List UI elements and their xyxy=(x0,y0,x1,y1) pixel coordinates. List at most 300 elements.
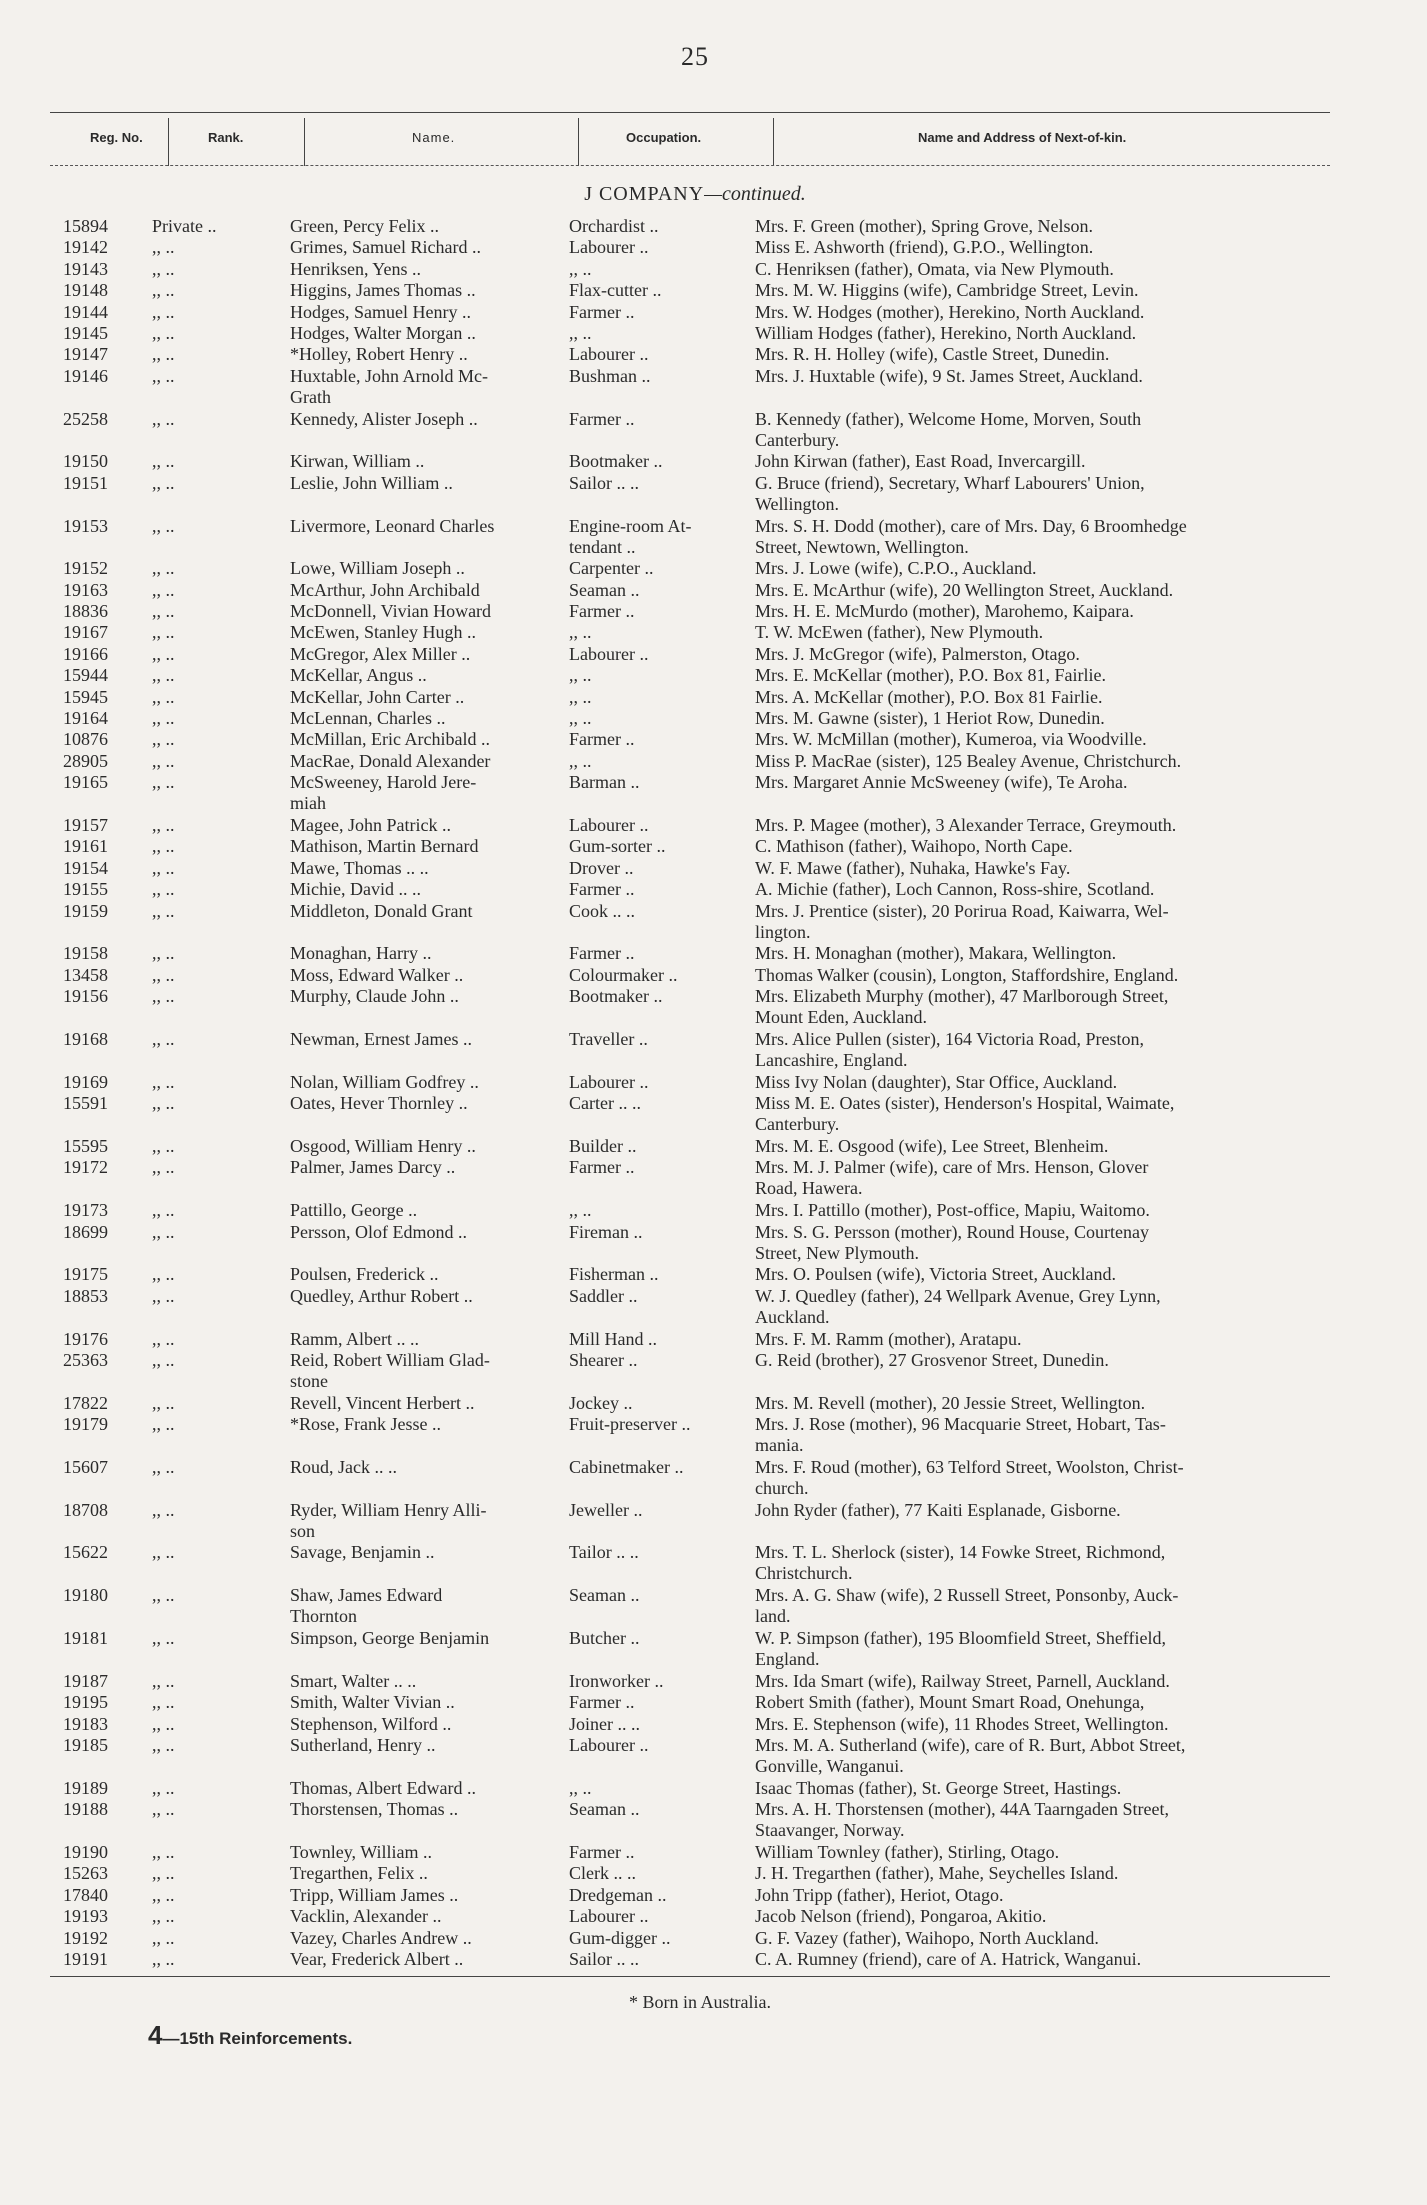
column-separator xyxy=(168,118,169,166)
rank-cell: ,, .. xyxy=(152,472,175,493)
reg-no-cell: 15622 xyxy=(63,1542,108,1563)
reg-no-cell: 19188 xyxy=(63,1799,108,1820)
name-cell: Kennedy, Alister Joseph .. xyxy=(290,408,478,429)
next-of-kin-cell: Mrs. M. Gawne (sister), 1 Heriot Row, Dunedin. xyxy=(755,708,1105,729)
reg-no-cell: 19144 xyxy=(63,301,108,322)
next-of-kin-cell: Mrs. M. A. Sutherland (wife), care of R. Burt, Abbot Street, Gonville, Wanganui. xyxy=(755,1735,1186,1777)
name-cell: Hodges, Samuel Henry .. xyxy=(290,301,471,322)
column-header-rank: Rank. xyxy=(208,130,244,145)
next-of-kin-cell: Mrs. F. Roud (mother), 63 Telford Street, Woolston, Christ- church. xyxy=(755,1456,1184,1498)
rank-cell: ,, .. xyxy=(152,1392,175,1413)
occupation-cell: Fisherman .. xyxy=(569,1264,659,1285)
rank-cell: ,, .. xyxy=(152,708,175,729)
name-cell: Tripp, William James .. xyxy=(290,1884,459,1905)
occupation-cell: ,, .. xyxy=(569,1777,592,1798)
next-of-kin-cell: Mrs. Margaret Annie McSweeney (wife), Te Aroha. xyxy=(755,772,1128,793)
table-row xyxy=(50,1906,1340,1927)
table-row xyxy=(50,323,1340,344)
rank-cell: ,, .. xyxy=(152,1221,175,1242)
table-row xyxy=(50,1863,1340,1884)
next-of-kin-cell: Miss P. MacRae (sister), 125 Bealey Avenue, Christchurch. xyxy=(755,750,1182,771)
rank-cell: ,, .. xyxy=(152,579,175,600)
name-cell: Lowe, William Joseph .. xyxy=(290,558,465,579)
occupation-cell: Farmer .. xyxy=(569,943,635,964)
table-row xyxy=(50,622,1340,643)
name-cell: *Holley, Robert Henry .. xyxy=(290,344,468,365)
occupation-cell: Farmer .. xyxy=(569,1157,635,1178)
reg-no-cell: 15595 xyxy=(63,1135,108,1156)
table-row xyxy=(50,729,1340,750)
rank-cell: ,, .. xyxy=(152,622,175,643)
reg-no-cell: 19153 xyxy=(63,515,108,536)
name-cell: Oates, Hever Thornley .. xyxy=(290,1093,468,1114)
name-cell: *Rose, Frank Jesse .. xyxy=(290,1414,441,1435)
occupation-cell: Butcher .. xyxy=(569,1628,640,1649)
occupation-cell: Mill Hand .. xyxy=(569,1328,657,1349)
rank-cell: ,, .. xyxy=(152,280,175,301)
rank-cell: ,, .. xyxy=(152,1349,175,1370)
table-row xyxy=(50,644,1340,665)
next-of-kin-cell: Miss Ivy Nolan (daughter), Star Office, Auckland. xyxy=(755,1071,1118,1092)
next-of-kin-cell: Mrs. I. Pattillo (mother), Post-office, Mapiu, Waitomo. xyxy=(755,1200,1150,1221)
name-cell: Livermore, Leonard Charles xyxy=(290,515,495,536)
reg-no-cell: 18708 xyxy=(63,1499,108,1520)
name-cell: Persson, Olof Edmond .. xyxy=(290,1221,467,1242)
next-of-kin-cell: Mrs. S. H. Dodd (mother), care of Mrs. Day, 6 Broomhedge Street, Newtown, Wellington. xyxy=(755,515,1187,557)
table-row xyxy=(50,1735,1340,1778)
name-cell: Reid, Robert William Glad- stone xyxy=(290,1349,490,1391)
table-row xyxy=(50,1029,1340,1072)
reg-no-cell: 15263 xyxy=(63,1863,108,1884)
table-row xyxy=(50,943,1340,964)
name-cell: Vear, Frederick Albert .. xyxy=(290,1948,464,1969)
next-of-kin-cell: B. Kennedy (father), Welcome Home, Morven, South Canterbury. xyxy=(755,408,1142,450)
name-cell: Poulsen, Frederick .. xyxy=(290,1264,439,1285)
reg-no-cell: 19173 xyxy=(63,1200,108,1221)
occupation-cell: Farmer .. xyxy=(569,601,635,622)
occupation-cell: Labourer .. xyxy=(569,1735,649,1756)
next-of-kin-cell: Mrs. J. McGregor (wife), Palmerston, Otago. xyxy=(755,643,1080,664)
rank-cell: ,, .. xyxy=(152,558,175,579)
reg-no-cell: 17840 xyxy=(63,1884,108,1905)
page-number: 25 xyxy=(681,42,709,71)
reg-no-cell: 19161 xyxy=(63,836,108,857)
name-cell: McMillan, Eric Archibald .. xyxy=(290,729,490,750)
next-of-kin-cell: Mrs. P. Magee (mother), 3 Alexander Terrace, Greymouth. xyxy=(755,815,1177,836)
occupation-cell: ,, .. xyxy=(569,322,592,343)
reg-no-cell: 19168 xyxy=(63,1028,108,1049)
reg-no-cell: 15591 xyxy=(63,1093,108,1114)
name-cell: McKellar, Angus .. xyxy=(290,665,427,686)
table-row xyxy=(50,516,1340,559)
name-cell: Savage, Benjamin .. xyxy=(290,1542,435,1563)
occupation-cell: Fireman .. xyxy=(569,1221,643,1242)
rank-cell: ,, .. xyxy=(152,986,175,1007)
table-row xyxy=(50,1500,1340,1543)
table-row xyxy=(50,1692,1340,1713)
occupation-cell: Builder .. xyxy=(569,1135,637,1156)
reg-no-cell: 19192 xyxy=(63,1927,108,1948)
next-of-kin-cell: Mrs. M. J. Palmer (wife), care of Mrs. Henson, Glover Road, Hawera. xyxy=(755,1157,1149,1199)
table-row xyxy=(50,280,1340,301)
rank-cell: ,, .. xyxy=(152,322,175,343)
rank-cell: ,, .. xyxy=(152,1135,175,1156)
next-of-kin-cell: John Kirwan (father), East Road, Invercargill. xyxy=(755,451,1086,472)
occupation-cell: Jockey .. xyxy=(569,1392,633,1413)
next-of-kin-cell: Mrs. A. McKellar (mother), P.O. Box 81 Fairlie. xyxy=(755,686,1103,707)
occupation-cell: Labourer .. xyxy=(569,1906,649,1927)
table-row xyxy=(50,601,1340,622)
name-cell: Quedley, Arthur Robert .. xyxy=(290,1285,473,1306)
name-cell: Townley, William .. xyxy=(290,1842,432,1863)
reg-no-cell: 19164 xyxy=(63,708,108,729)
reg-no-cell: 19187 xyxy=(63,1670,108,1691)
reg-no-cell: 19158 xyxy=(63,943,108,964)
rank-cell: ,, .. xyxy=(152,836,175,857)
name-cell: Moss, Edward Walker .. xyxy=(290,964,464,985)
rank-cell: ,, .. xyxy=(152,258,175,279)
next-of-kin-cell: C. Henriksen (father), Omata, via New Plymouth. xyxy=(755,258,1114,279)
occupation-cell: ,, .. xyxy=(569,1200,592,1221)
table-row xyxy=(50,259,1340,280)
occupation-cell: Ironworker .. xyxy=(569,1670,664,1691)
column-header-reg-no: Reg. No. xyxy=(90,130,143,145)
table-row xyxy=(50,1542,1340,1585)
occupation-cell: ,, .. xyxy=(569,750,592,771)
page-footer xyxy=(148,2020,352,2051)
table-row xyxy=(50,1842,1340,1863)
rank-cell: ,, .. xyxy=(152,964,175,985)
next-of-kin-cell: Mrs. R. H. Holley (wife), Castle Street, Dunedin. xyxy=(755,344,1110,365)
next-of-kin-cell: Mrs. T. L. Sherlock (sister), 14 Fowke Street, Richmond, Christchurch. xyxy=(755,1542,1166,1584)
rank-cell: ,, .. xyxy=(152,1071,175,1092)
next-of-kin-cell: Mrs. W. McMillan (mother), Kumeroa, via Woodville. xyxy=(755,729,1147,750)
reg-no-cell: 19191 xyxy=(63,1948,108,1969)
column-header-occupation: Occupation. xyxy=(626,130,702,145)
name-cell: Ryder, William Henry Alli- son xyxy=(290,1499,487,1541)
reg-no-cell: 25363 xyxy=(63,1349,108,1370)
occupation-cell: Sailor .. .. xyxy=(569,472,639,493)
rank-cell: ,, .. xyxy=(152,1456,175,1477)
rank-cell: ,, .. xyxy=(152,365,175,386)
name-cell: Green, Percy Felix .. xyxy=(290,216,439,236)
table-row xyxy=(50,237,1340,258)
reg-no-cell: 19155 xyxy=(63,879,108,900)
reg-no-cell: 19189 xyxy=(63,1777,108,1798)
table-row xyxy=(50,1778,1340,1799)
next-of-kin-cell: C. A. Rumney (friend), care of A. Hatrick, Wanganui. xyxy=(755,1948,1142,1969)
rank-cell: ,, .. xyxy=(152,408,175,429)
table-row xyxy=(50,473,1340,516)
rank-cell: ,, .. xyxy=(152,1670,175,1691)
occupation-cell: Labourer .. xyxy=(569,237,649,258)
rank-cell: ,, .. xyxy=(152,1628,175,1649)
name-cell: Thomas, Albert Edward .. xyxy=(290,1777,476,1798)
occupation-cell: ,, .. xyxy=(569,258,592,279)
next-of-kin-cell: Mrs. W. Hodges (mother), Herekino, North Auckland. xyxy=(755,301,1145,322)
next-of-kin-cell: C. Mathison (father), Waihopo, North Cape. xyxy=(755,836,1073,857)
reg-no-cell: 18699 xyxy=(63,1221,108,1242)
column-separator xyxy=(773,118,774,166)
reg-no-cell: 19179 xyxy=(63,1414,108,1435)
name-cell: Stephenson, Wilford .. xyxy=(290,1713,452,1734)
reg-no-cell: 19183 xyxy=(63,1713,108,1734)
next-of-kin-cell: Mrs. M. E. Osgood (wife), Lee Street, Blenheim. xyxy=(755,1135,1109,1156)
rank-cell: ,, .. xyxy=(152,1542,175,1563)
name-cell: Hodges, Walter Morgan .. xyxy=(290,322,476,343)
reg-no-cell: 19181 xyxy=(63,1628,108,1649)
name-cell: Thorstensen, Thomas .. xyxy=(290,1799,459,1820)
name-cell: Smart, Walter .. .. xyxy=(290,1670,417,1691)
next-of-kin-cell: Robert Smith (father), Mount Smart Road, Onehunga, xyxy=(755,1692,1145,1713)
rank-cell: ,, .. xyxy=(152,1842,175,1863)
table-row xyxy=(50,1585,1340,1628)
next-of-kin-cell: Mrs. J. Huxtable (wife), 9 St. James Street, Auckland. xyxy=(755,365,1143,386)
name-cell: Tregarthen, Felix .. xyxy=(290,1863,428,1884)
occupation-cell: Farmer .. xyxy=(569,879,635,900)
occupation-cell: Bushman .. xyxy=(569,365,651,386)
rank-cell: ,, .. xyxy=(152,1285,175,1306)
table-row xyxy=(50,580,1340,601)
rank-cell: ,, .. xyxy=(152,857,175,878)
name-cell: Monaghan, Harry .. xyxy=(290,943,432,964)
next-of-kin-cell: Mrs. O. Poulsen (wife), Victoria Street, Auckland. xyxy=(755,1264,1117,1285)
reg-no-cell: 19176 xyxy=(63,1328,108,1349)
occupation-cell: Clerk .. .. xyxy=(569,1863,636,1884)
table-row xyxy=(50,366,1340,409)
next-of-kin-cell: Mrs. A. G. Shaw (wife), 2 Russell Street, Ponsonby, Auck- land. xyxy=(755,1585,1179,1627)
footer-title: —15th Reinforcements. xyxy=(162,2029,353,2048)
name-cell: Michie, David .. .. xyxy=(290,879,421,900)
reg-no-cell: 19190 xyxy=(63,1842,108,1863)
table-row xyxy=(50,772,1340,815)
table-row xyxy=(50,1350,1340,1393)
column-separator xyxy=(578,118,579,166)
table-row xyxy=(50,858,1340,879)
rank-cell: ,, .. xyxy=(152,665,175,686)
table-row xyxy=(50,1628,1340,1671)
next-of-kin-cell: Mrs. J. Rose (mother), 96 Macquarie Street, Hobart, Tas- mania. xyxy=(755,1414,1166,1456)
reg-no-cell: 18853 xyxy=(63,1285,108,1306)
occupation-cell: Joiner .. .. xyxy=(569,1713,640,1734)
name-cell: MacRae, Donald Alexander xyxy=(290,750,491,771)
rank-cell: ,, .. xyxy=(152,1200,175,1221)
next-of-kin-cell: W. F. Mawe (father), Nuhaka, Hawke's Fay. xyxy=(755,857,1071,878)
reg-no-cell: 19157 xyxy=(63,815,108,836)
name-cell: Mathison, Martin Bernard xyxy=(290,836,479,857)
occupation-cell: Cook .. .. xyxy=(569,900,636,921)
table-row xyxy=(50,1949,1340,1970)
table-row xyxy=(50,1414,1340,1457)
next-of-kin-cell: G. Reid (brother), 27 Grosvenor Street, Dunedin. xyxy=(755,1349,1109,1370)
next-of-kin-cell: G. Bruce (friend), Secretary, Wharf Labourers' Union, Wellington. xyxy=(755,472,1145,514)
table-row xyxy=(50,687,1340,708)
table-row xyxy=(50,901,1340,944)
next-of-kin-cell: Mrs. E. McArthur (wife), 20 Wellington Street, Auckland. xyxy=(755,579,1174,600)
name-cell: Revell, Vincent Herbert .. xyxy=(290,1392,475,1413)
occupation-cell: Bootmaker .. xyxy=(569,451,663,472)
rank-cell: ,, .. xyxy=(152,643,175,664)
table-row xyxy=(50,1329,1340,1350)
name-cell: Middleton, Donald Grant xyxy=(290,900,473,921)
rank-cell: ,, .. xyxy=(152,301,175,322)
rank-cell: ,, .. xyxy=(152,451,175,472)
table-row xyxy=(50,1264,1340,1285)
rank-cell: ,, .. xyxy=(152,750,175,771)
next-of-kin-cell: W. J. Quedley (father), 24 Wellpark Avenue, Grey Lynn, Auckland. xyxy=(755,1285,1161,1327)
table-row xyxy=(50,1885,1340,1906)
next-of-kin-cell: Miss M. E. Oates (sister), Henderson's Hospital, Waimate, Canterbury. xyxy=(755,1093,1175,1135)
occupation-cell: ,, .. xyxy=(569,708,592,729)
rank-cell: ,, .. xyxy=(152,1948,175,1969)
rank-cell: ,, .. xyxy=(152,344,175,365)
name-cell: Sutherland, Henry .. xyxy=(290,1735,436,1756)
name-cell: Kirwan, William .. xyxy=(290,451,425,472)
next-of-kin-cell: Mrs. H. Monaghan (mother), Makara, Wellington. xyxy=(755,943,1117,964)
name-cell: Smith, Walter Vivian .. xyxy=(290,1692,455,1713)
table-row xyxy=(50,879,1340,900)
reg-no-cell: 19150 xyxy=(63,451,108,472)
footer-signature-number: 4 xyxy=(148,2020,163,2050)
occupation-cell: Cabinetmaker .. xyxy=(569,1456,684,1477)
rank-cell: ,, .. xyxy=(152,1157,175,1178)
table-row xyxy=(50,216,1340,237)
table-row xyxy=(50,665,1340,686)
name-cell: McKellar, John Carter .. xyxy=(290,686,465,707)
rank-cell: ,, .. xyxy=(152,1264,175,1285)
reg-no-cell: 19147 xyxy=(63,344,108,365)
next-of-kin-cell: Mrs. A. H. Thorstensen (mother), 44A Taarngaden Street, Staavanger, Norway. xyxy=(755,1799,1169,1841)
occupation-cell: ,, .. xyxy=(569,686,592,707)
table-row xyxy=(50,1157,1340,1200)
table-row xyxy=(50,815,1340,836)
reg-no-cell: 19142 xyxy=(63,237,108,258)
next-of-kin-cell: Mrs. F. M. Ramm (mother), Aratapu. xyxy=(755,1328,1022,1349)
name-cell: Pattillo, George .. xyxy=(290,1200,418,1221)
rank-cell: ,, .. xyxy=(152,1713,175,1734)
continued-label: —continued. xyxy=(704,183,806,205)
occupation-cell: Shearer .. xyxy=(569,1349,638,1370)
name-cell: Leslie, John William .. xyxy=(290,472,453,493)
occupation-cell: Labourer .. xyxy=(569,643,649,664)
name-cell: Shaw, James Edward Thornton xyxy=(290,1585,443,1627)
occupation-cell: Labourer .. xyxy=(569,815,649,836)
reg-no-cell: 19143 xyxy=(63,258,108,279)
table-row xyxy=(50,986,1340,1029)
rank-cell: ,, .. xyxy=(152,815,175,836)
occupation-cell: Sailor .. .. xyxy=(569,1948,639,1969)
reg-no-cell: 19172 xyxy=(63,1157,108,1178)
name-cell: McGregor, Alex Miller .. xyxy=(290,643,471,664)
reg-no-cell: 15894 xyxy=(63,216,108,236)
reg-no-cell: 19169 xyxy=(63,1071,108,1092)
name-cell: McEwen, Stanley Hugh .. xyxy=(290,622,476,643)
next-of-kin-cell: W. P. Simpson (father), 195 Bloomfield Street, Sheffield, England. xyxy=(755,1628,1166,1670)
next-of-kin-cell: Mrs. J. Lowe (wife), C.P.O., Auckland. xyxy=(755,558,1037,579)
name-cell: McLennan, Charles .. xyxy=(290,708,446,729)
rank-cell: ,, .. xyxy=(152,1799,175,1820)
name-cell: Magee, John Patrick .. xyxy=(290,815,451,836)
next-of-kin-cell: Mrs. S. G. Persson (mother), Round House, Courtenay Street, New Plymouth. xyxy=(755,1221,1149,1263)
reg-no-cell: 18836 xyxy=(63,601,108,622)
name-cell: Vazey, Charles Andrew .. xyxy=(290,1927,472,1948)
section-heading xyxy=(0,183,1390,206)
occupation-cell: Seaman .. xyxy=(569,579,640,600)
table-row xyxy=(50,1093,1340,1136)
table-row xyxy=(50,1799,1340,1842)
occupation-cell: Dredgeman .. xyxy=(569,1884,667,1905)
reg-no-cell: 19145 xyxy=(63,322,108,343)
reg-no-cell: 15944 xyxy=(63,665,108,686)
column-header-name: Name. xyxy=(412,130,456,145)
reg-no-cell: 19185 xyxy=(63,1735,108,1756)
table-row xyxy=(50,1286,1340,1329)
rank-cell: ,, .. xyxy=(152,1906,175,1927)
reg-no-cell: 15607 xyxy=(63,1456,108,1477)
rank-cell: ,, .. xyxy=(152,1499,175,1520)
occupation-cell: Seaman .. xyxy=(569,1799,640,1820)
occupation-cell: Tailor .. .. xyxy=(569,1542,639,1563)
reg-no-cell: 19152 xyxy=(63,558,108,579)
next-of-kin-cell: William Townley (father), Stirling, Otago. xyxy=(755,1842,1060,1863)
rank-cell: ,, .. xyxy=(152,1093,175,1114)
occupation-cell: Jeweller .. xyxy=(569,1499,643,1520)
rank-cell: ,, .. xyxy=(152,686,175,707)
occupation-cell: Carpenter .. xyxy=(569,558,654,579)
name-cell: Nolan, William Godfrey .. xyxy=(290,1071,479,1092)
occupation-cell: Carter .. .. xyxy=(569,1093,641,1114)
occupation-cell: Fruit-preserver .. xyxy=(569,1414,691,1435)
occupation-cell: Farmer .. xyxy=(569,1842,635,1863)
occupation-cell: Engine-room At- tendant .. xyxy=(569,515,692,557)
occupation-cell: Farmer .. xyxy=(569,408,635,429)
table-row xyxy=(50,708,1340,729)
name-cell: Henriksen, Yens .. xyxy=(290,258,422,279)
occupation-cell: Gum-sorter .. xyxy=(569,836,666,857)
table-row xyxy=(50,1671,1340,1692)
table-row xyxy=(50,1928,1340,1949)
reg-no-cell: 19148 xyxy=(63,280,108,301)
occupation-cell: Farmer .. xyxy=(569,729,635,750)
column-separator xyxy=(304,118,305,166)
name-cell: Grimes, Samuel Richard .. xyxy=(290,237,481,258)
rank-cell: ,, .. xyxy=(152,601,175,622)
next-of-kin-cell: Mrs. Elizabeth Murphy (mother), 47 Marlborough Street, Mount Eden, Auckland. xyxy=(755,986,1169,1028)
name-cell: Osgood, William Henry .. xyxy=(290,1135,476,1156)
next-of-kin-cell: Mrs. M. Revell (mother), 20 Jessie Street, Wellington. xyxy=(755,1392,1146,1413)
name-cell: Vacklin, Alexander .. xyxy=(290,1906,442,1927)
reg-no-cell: 19175 xyxy=(63,1264,108,1285)
name-cell: Huxtable, John Arnold Mc- Grath xyxy=(290,365,488,407)
reg-no-cell: 19146 xyxy=(63,365,108,386)
table-row xyxy=(50,836,1340,857)
table-row xyxy=(50,344,1340,365)
name-cell: McDonnell, Vivian Howard xyxy=(290,601,492,622)
reg-no-cell: 15945 xyxy=(63,686,108,707)
header-top-rule xyxy=(50,112,1330,113)
table-row xyxy=(50,451,1340,472)
reg-no-cell: 19154 xyxy=(63,857,108,878)
next-of-kin-cell: Mrs. M. W. Higgins (wife), Cambridge Street, Levin. xyxy=(755,280,1139,301)
table-row xyxy=(50,409,1340,452)
table-row xyxy=(50,1393,1340,1414)
occupation-cell: Farmer .. xyxy=(569,301,635,322)
rank-cell: ,, .. xyxy=(152,772,175,793)
occupation-cell: Labourer .. xyxy=(569,1071,649,1092)
next-of-kin-cell: T. W. McEwen (father), New Plymouth. xyxy=(755,622,1044,643)
nominal-roll-table xyxy=(50,216,1340,1970)
next-of-kin-cell: A. Michie (father), Loch Cannon, Ross-shire, Scotland. xyxy=(755,879,1155,900)
